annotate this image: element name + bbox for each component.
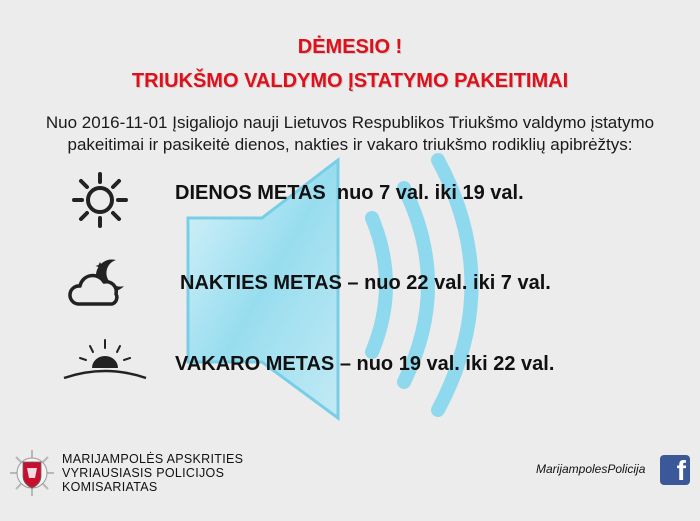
- facebook-letter: f: [676, 455, 686, 486]
- org-name-line-2: VYRIAUSIASIS POLICIJOS: [62, 466, 225, 480]
- sun-icon: [70, 170, 130, 230]
- facebook-handle[interactable]: MarijampolesPolicija: [536, 462, 646, 476]
- sunset-icon: [60, 320, 150, 382]
- police-emblem-icon: [8, 448, 56, 498]
- intro-line-1: Nuo 2016-11-01 Įsigaliojo nauji Lietuvos Respublikos Triukšmo valdymo įstatymo: [45, 113, 655, 132]
- org-name-line-3: KOMISARIATAS: [62, 480, 158, 494]
- moon-cloud-icon: [66, 254, 132, 310]
- intro-line-2: pakeitimai ir pasikeitė dienos, nakties ir vakaro triukšmo rodiklių apibrėžtys:: [67, 135, 633, 154]
- facebook-icon[interactable]: [660, 455, 690, 485]
- evening-period-text: VAKARO METAS – nuo 19 val. iki 22 val.: [175, 353, 555, 375]
- page-title: DĖMESIO !: [297, 36, 403, 58]
- night-period-text: NAKTIES METAS – nuo 22 val. iki 7 val.: [180, 272, 551, 294]
- org-name-line-1: MARIJAMPOLĖS APSKRITIES: [62, 452, 244, 466]
- day-period-text: DIENOS METAS nuo 7 val. iki 19 val.: [175, 182, 524, 204]
- page-subtitle: TRIUKŠMO VALDYMO ĮSTATYMO PAKEITIMAI: [131, 70, 569, 92]
